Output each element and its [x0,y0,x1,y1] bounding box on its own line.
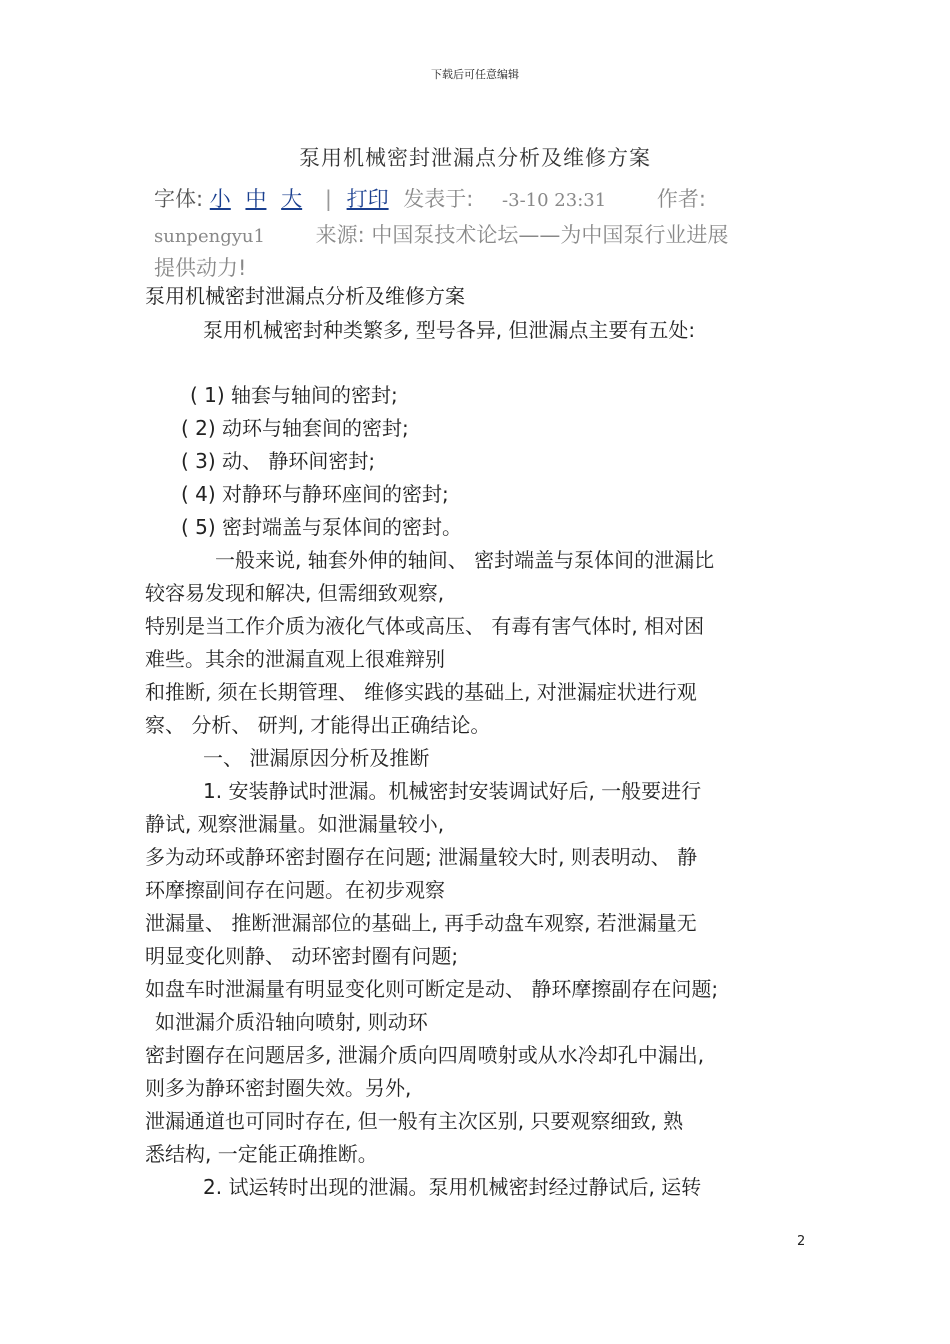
body-line: 明显变化则静、 动环密封圈有问题; [145,944,459,968]
divider: | [324,187,332,211]
source-label: 来源: [315,223,365,247]
list-item: ( 2) 动环与轴套间的密封; [181,416,409,440]
page-number: 2 [797,1234,806,1249]
body-line: 悉结构, 一定能正确推断。 [145,1142,378,1166]
body-line: 静试, 观察泄漏量。如泄漏量较小, [145,812,445,836]
body-line: 较容易发现和解决, 但需细致观察, [145,581,445,605]
list-item: ( 4) 对静环与静环座间的密封; [181,482,449,506]
article-meta-line-1 [154,183,706,213]
body-line: 特别是当工作介质为液化气体或高压、 有毒有害气体时, 相对困 [145,614,705,638]
body-line: 泄漏量、 推断泄漏部位的基础上, 再手动盘车观察, 若泄漏量无 [145,911,697,935]
source-value-continued: 提供动力! [154,256,247,280]
body-line: 2. 试运转时出现的泄漏。泵用机械密封经过静试后, 运转 [203,1175,702,1199]
page-title: 泵用机械密封泄漏点分析及维修方案 [299,146,651,170]
body-line: 则多为静环密封圈失效。另外, [145,1076,412,1100]
font-medium-link[interactable]: 中 [245,187,267,211]
body-line: 如盘车时泄漏量有明显变化则可断定是动、 静环摩擦副存在问题; [145,977,719,1001]
body-line: 泄漏通道也可同时存在, 但一般有主次区别, 只要观察细致, 熟 [145,1109,684,1133]
posted-label: 发表于: [403,187,474,211]
body-line: 多为动环或静环密封圈存在问题; 泄漏量较大时, 则表明动、 静 [145,845,698,869]
author-name: sunpengyu1 [154,226,265,247]
section-heading: 一、 泄漏原因分析及推断 [203,746,430,770]
posted-date: -3-10 23:31 [502,190,607,211]
list-item: ( 3) 动、 静环间密封; [181,449,376,473]
print-link[interactable]: 打印 [346,187,389,211]
body-line: 1. 安装静试时泄漏。机械密封安装调试好后, 一般要进行 [203,779,702,803]
body-line: 环摩擦副间存在问题。在初步观察 [145,878,445,902]
font-large-link[interactable]: 大 [281,187,303,211]
header-note: 下载后可任意编辑 [431,68,519,81]
font-size-label: 字体: [154,187,204,211]
body-line: 密封圈存在问题居多, 泄漏介质向四周喷射或从水冷却孔中漏出, [145,1043,705,1067]
article-meta-line-3 [154,252,246,282]
article-meta-line-2 [154,219,728,249]
list-item: ( 5) 密封端盖与泵体间的密封。 [181,515,463,539]
body-line: 察、 分析、 研判, 才能得出正确结论。 [145,713,491,737]
body-line: 一般来说, 轴套外伸的轴间、 密封端盖与泵体间的泄漏比 [215,548,715,572]
body-line: 难些。其余的泄漏直观上很难辩别 [145,647,445,671]
body-line: 如泄漏介质沿轴向喷射, 则动环 [155,1010,428,1034]
source-value: 中国泵技术论坛——为中国泵行业进展 [371,223,729,247]
list-item: ( 1) 轴套与轴间的密封; [190,383,398,407]
font-small-link[interactable]: 小 [209,187,231,211]
body-line: 泵用机械密封种类繁多, 型号各异, 但泄漏点主要有五处: [203,318,696,342]
author-label: 作者: [656,187,706,211]
body-line: 泵用机械密封泄漏点分析及维修方案 [145,284,465,308]
body-line: 和推断, 须在长期管理、 维修实践的基础上, 对泄漏症状进行观 [145,680,697,704]
